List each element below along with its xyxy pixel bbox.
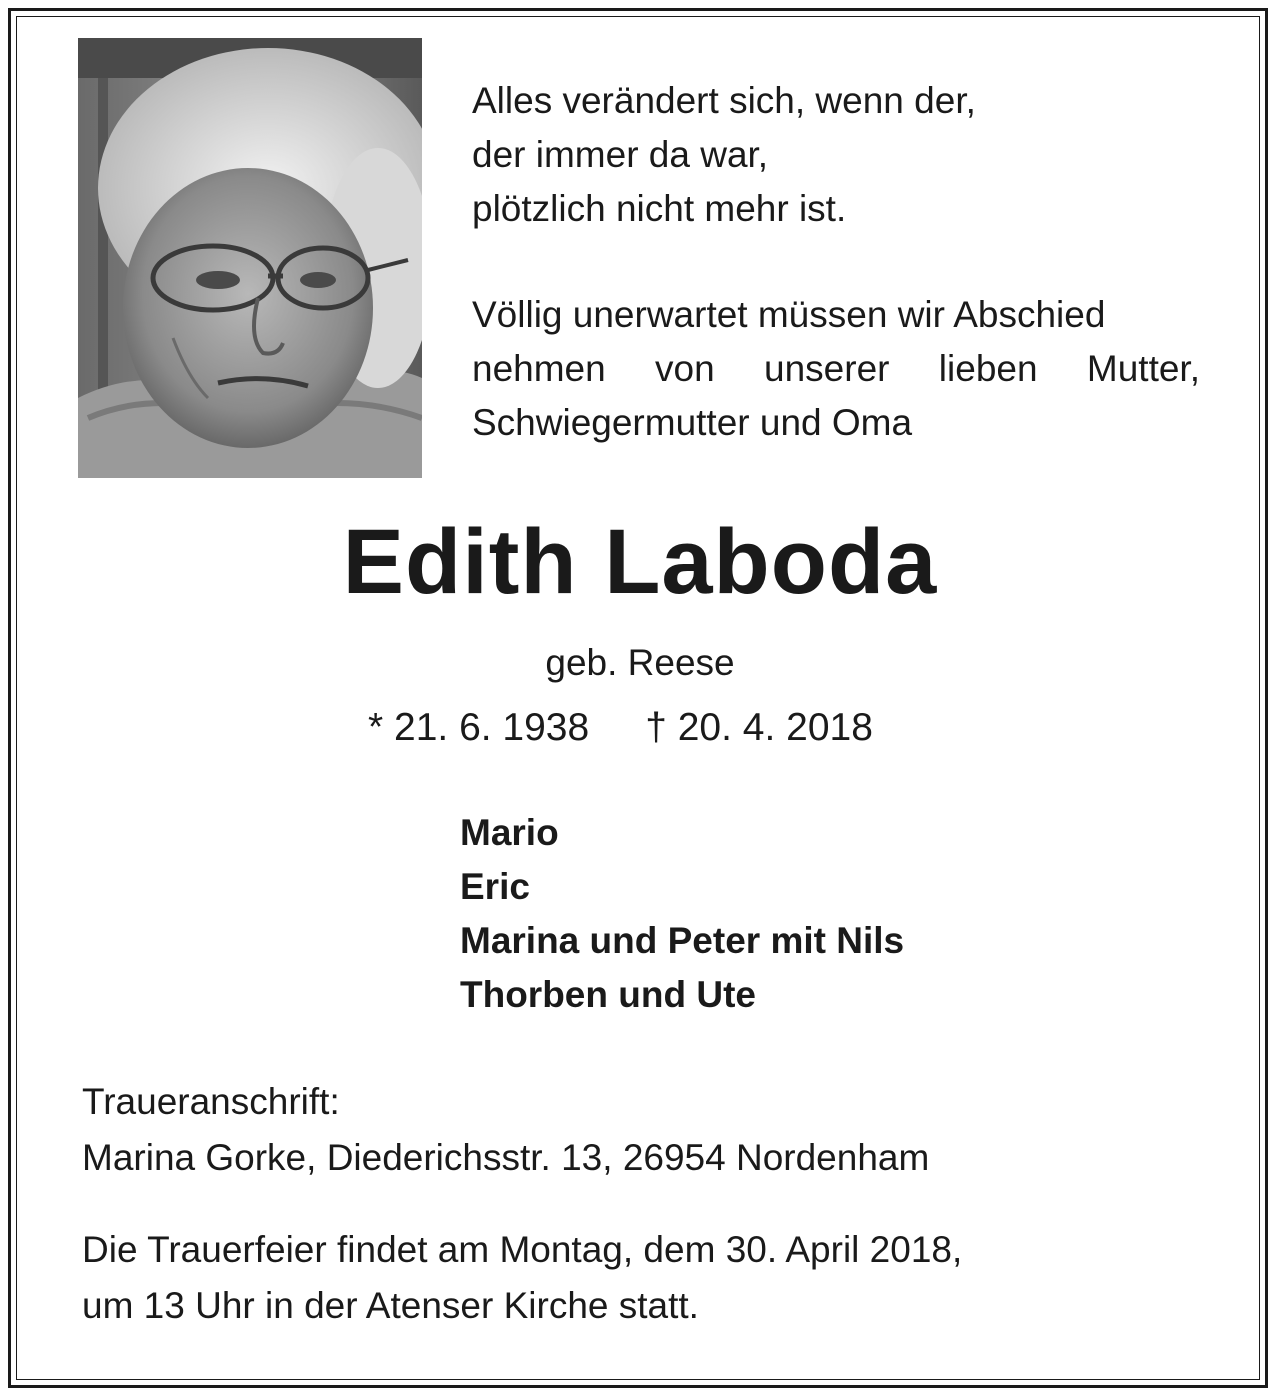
poem-line: Alles verändert sich, wenn der, bbox=[472, 80, 976, 121]
service-line: Die Trauerfeier findet am Montag, dem 30. April 2018, bbox=[82, 1229, 963, 1270]
poem-line: der immer da war, bbox=[472, 134, 769, 175]
life-dates bbox=[368, 706, 873, 750]
death-date: † 20. 4. 2018 bbox=[645, 706, 873, 749]
deceased-name: Edith Laboda bbox=[342, 511, 938, 613]
address-label: Traueranschrift: bbox=[82, 1081, 340, 1122]
mourner-name: Mario bbox=[460, 812, 559, 853]
intro-text bbox=[472, 288, 1200, 450]
portrait-photo bbox=[78, 38, 422, 478]
poem-line: plötzlich nicht mehr ist. bbox=[472, 188, 847, 229]
birth-name: geb. Reese bbox=[545, 642, 735, 683]
mourner-name: Marina und Peter mit Nils bbox=[460, 920, 905, 961]
service-line: um 13 Uhr in der Atenser Kirche statt. bbox=[82, 1285, 699, 1326]
birth-date: * 21. 6. 1938 bbox=[368, 706, 590, 749]
mourner-name: Thorben und Ute bbox=[460, 974, 756, 1015]
intro-line: nehmen von unserer lieben Mutter, bbox=[472, 348, 1200, 389]
intro-line: Völlig unerwartet müssen wir Abschied bbox=[472, 294, 1106, 335]
funeral-service-info bbox=[82, 1222, 962, 1334]
mourners-list bbox=[460, 806, 904, 1022]
poem-quote bbox=[472, 74, 1200, 236]
intro-line: Schwiegermutter und Oma bbox=[472, 402, 913, 443]
address-value: Marina Gorke, Diederichsstr. 13, 26954 Nordenham bbox=[82, 1137, 930, 1178]
mourner-name: Eric bbox=[460, 866, 530, 907]
mourning-address bbox=[82, 1074, 929, 1186]
